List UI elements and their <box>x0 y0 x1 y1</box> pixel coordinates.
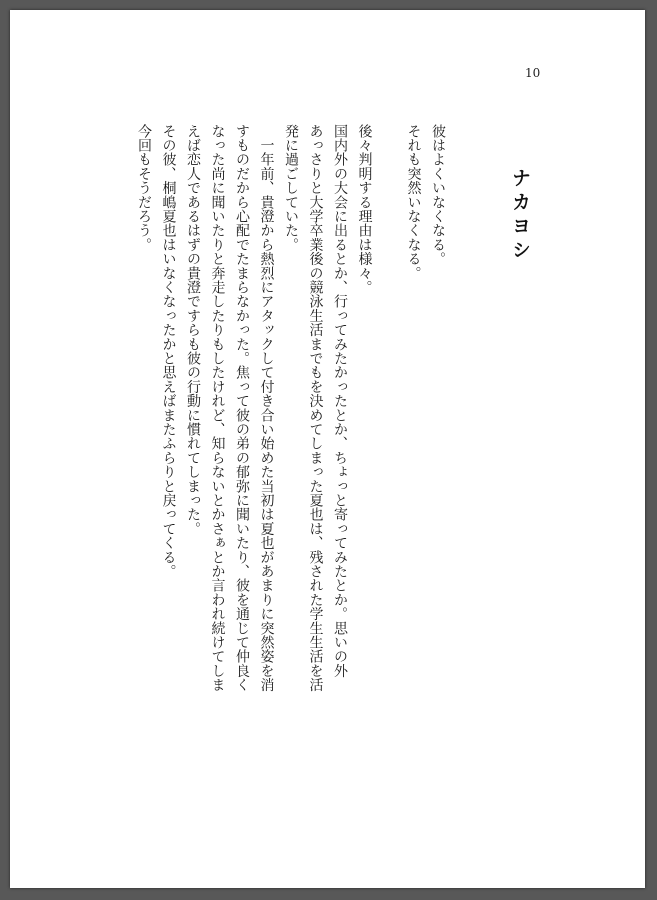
text-line: えば恋人であるはずの貴澄ですらも彼の行動に慣れてしまった。 <box>185 124 201 536</box>
text-line: 一年前、貴澄から熱烈にアタックして付き合い始めた当初は夏也があまりに突然姿を消 <box>258 124 275 692</box>
text-line: 彼はよくいなくなる。 <box>430 124 446 266</box>
text-line: あっさりと大学卒業後の競泳生活までもを決めてしまった夏也は、残された学生生活を活 <box>307 124 324 692</box>
text-line: 発に過ごしていた。 <box>283 124 299 252</box>
chapter-title: ナカヨシ <box>509 168 531 264</box>
text-line: その彼、桐嶋夏也はいなくなったかと思えばまたふらりと戻ってくる。 <box>160 124 177 579</box>
text-line: 国内外の大会に出るとか、行ってみたかったとか、ちょっと寄ってみたとか。思いの外 <box>332 124 348 678</box>
text-line: 今回もそうだろう。 <box>136 124 152 252</box>
body-text <box>132 124 451 824</box>
text-line: それも突然いなくなる。 <box>405 124 422 281</box>
document-page <box>10 10 645 888</box>
text-line-blank <box>377 124 402 824</box>
text-line: 後々判明する理由は様々。 <box>356 124 373 295</box>
text-line: なった尚に聞いたりと奔走したりもしたけれど、知らないとかさぁとか言われ続けてしま <box>209 124 226 692</box>
page-number: 10 <box>525 66 541 80</box>
text-line: すものだから心配でたまらなかった。焦って彼の弟の郁弥に聞いたり、彼を通じて仲良く <box>234 124 250 693</box>
